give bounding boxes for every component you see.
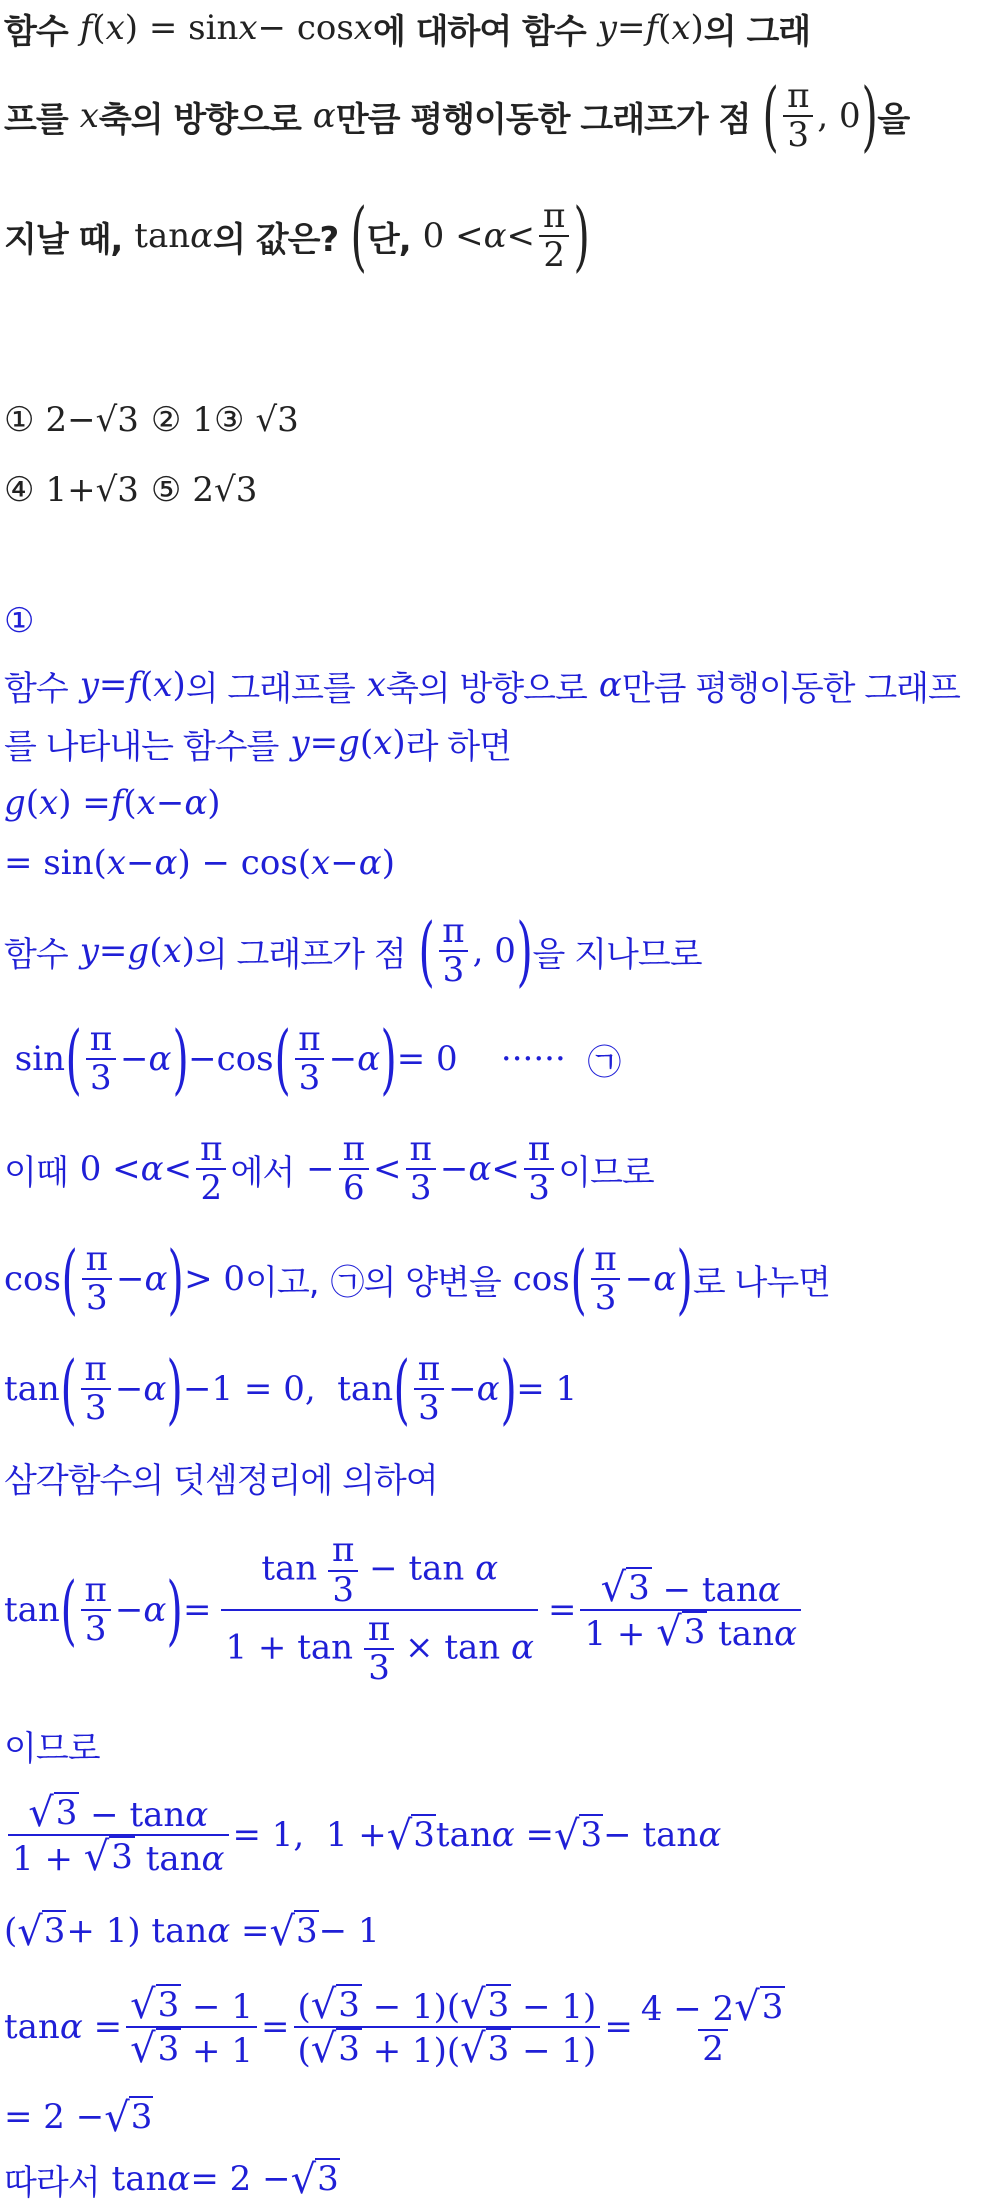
solution-line-14: ( √ 3 + 1) tan α = √ 3 − 1 (4, 1908, 380, 1955)
equation-tag: ㉠ (587, 1042, 621, 1083)
choice-1-mark: ① (4, 400, 34, 440)
choice-4-mark: ④ (4, 470, 34, 510)
problem-text: 에 대하여 함수 (372, 11, 586, 52)
solution-text: 로 나누면 (692, 1262, 831, 1303)
problem-text: 함수 (4, 11, 68, 52)
choices-row-1 (4, 395, 299, 445)
solution-text: 이고, (245, 1262, 319, 1303)
solution-line-7: 이때 0 < α < $\frac{\pi}{2}$ 에서 − $\frac{\pi}{6}$ < $\frac{\pi}{3}$ − α < $\frac{\pi}{3}$ 이므로 (4, 1128, 654, 1208)
solution-text: 축의 방향으로 (385, 668, 587, 709)
answer-mark: ① (4, 601, 34, 641)
solution-text: 의 그래프가 점 (194, 934, 406, 975)
solution-line-11: tan ( $\frac{\pi}{3}$ − α ) = tan $\frac{\pi}{3}$ − tan α 1 + tan $\frac{\pi}{3}$ × tan α = √ 3 − tanα 1 + √ 3 tanα (4, 1530, 805, 1690)
solution-text: 을 지나므로 (532, 934, 702, 975)
choice-3-value: √3 (255, 400, 299, 440)
solution-line-15: tan α = √ 3 − 1 √ 3 + 1 = ( √ 3 − 1)( √ 3 − 1) ( √ 3 + 1)( √ 3 − 1) = 4 − 2 √ 3 2 (4, 1981, 784, 2073)
solution-text: 삼각함수의 덧셈정리에 의하여 (4, 1460, 438, 1501)
problem-line-2: 프를 x 축의 방향으로 α 만큼 평행이동한 그래프가 점 ( $\frac{\pi}{3}$ , 0 ) 을 (4, 71, 910, 160)
problem-line-1: 함수 f ( x ) = sin x − cos x 에 대하여 함수 y = f ( x ) 의 그래 (4, 6, 810, 50)
choice-5-mark: ⑤ (150, 470, 181, 510)
choice-1-value: 2−√3 (45, 400, 139, 440)
problem-text: 단, (366, 219, 411, 260)
problem-text: 의 값은? (213, 219, 339, 260)
solution-conclusion: 따라서 tan α = 2 − √ 3 (4, 2154, 340, 2204)
choices-row-2 (4, 465, 257, 515)
solution-text: 함수 (4, 668, 68, 709)
solution-text: 함수 (4, 934, 68, 975)
choice-2-value: 1 (192, 400, 215, 440)
solution-line-9: tan ( $\frac{\pi}{3}$ − α ) −1 = 0, tan ( $\frac{\pi}{3}$ − α ) = 1 (4, 1344, 578, 1433)
solution-line-1: 함수 y = f ( x ) 의 그래프를 x 축의 방향으로 α 만큼 평행이동한 그래프 (4, 660, 960, 710)
solution-text: 에서 (230, 1152, 295, 1193)
solution-text: 이므로 (558, 1152, 654, 1193)
solution-line-2: 를 나타내는 함수를 y = g ( x ) 라 하면 (4, 718, 511, 768)
solution-text: 이때 (4, 1152, 68, 1193)
solution-text: 라 하면 (405, 726, 511, 767)
choice-3-mark: ③ (214, 400, 244, 440)
problem-text: 축의 방향으로 (98, 99, 301, 140)
choice-2-mark: ② (150, 400, 181, 440)
problem-text: 지날 때, (4, 219, 123, 260)
solution-line-4: = sin( x − α ) − cos( x − α ) (4, 843, 395, 883)
problem-text: 프를 (4, 99, 68, 140)
solution-text: 만큼 평행이동한 그래프 (621, 668, 960, 709)
solution-line-3: g ( x ) = f ( x − α ) (4, 783, 221, 823)
solution-text: 따라서 (4, 2162, 100, 2203)
solution-text: 를 나타내는 함수를 (4, 726, 279, 767)
solution-line-6: sin ( $\frac{\pi}{3}$ − α ) −cos ( $\frac{\pi}{3}$ − α ) = 0 ······ ㉠ (4, 1014, 621, 1103)
problem-line-3: 지날 때, tan α 의 값은? ( 단, 0 < α < $\frac{\pi}{2}$ ) (4, 191, 590, 280)
solution-line-10 (4, 1452, 438, 1502)
solution-line-5: 함수 y = g ( x ) 의 그래프가 점 ( $\frac{\pi}{3}$ , 0 ) 을 지나므로 (4, 906, 702, 995)
answer-line (4, 596, 33, 646)
solution-line-13: √ 3 − tanα 1 + √ 3 tanα = 1, 1 + √ 3 tan α = √ 3 − tan α (4, 1780, 721, 1890)
problem-text: 의 그래 (703, 11, 811, 52)
choice-4-value: 1+√3 (45, 470, 139, 510)
choice-5-value: 2√3 (192, 470, 258, 510)
solution-text: 의 그래프를 (185, 668, 355, 709)
problem-text: 을 (877, 99, 910, 140)
solution-text: 이므로 (4, 1728, 100, 1769)
solution-line-12 (4, 1720, 100, 1770)
problem-text: 만큼 평행이동한 그래프가 점 (335, 99, 751, 140)
solution-text: 의 양변을 (363, 1262, 501, 1303)
solution-line-8: cos ( $\frac{\pi}{3}$ − α ) > 0 이고, ㉠ 의 양변을 cos ( $\frac{\pi}{3}$ − α ) 로 나누면 (4, 1234, 831, 1323)
solution-line-16: = 2 − √ 3 (4, 2094, 152, 2141)
